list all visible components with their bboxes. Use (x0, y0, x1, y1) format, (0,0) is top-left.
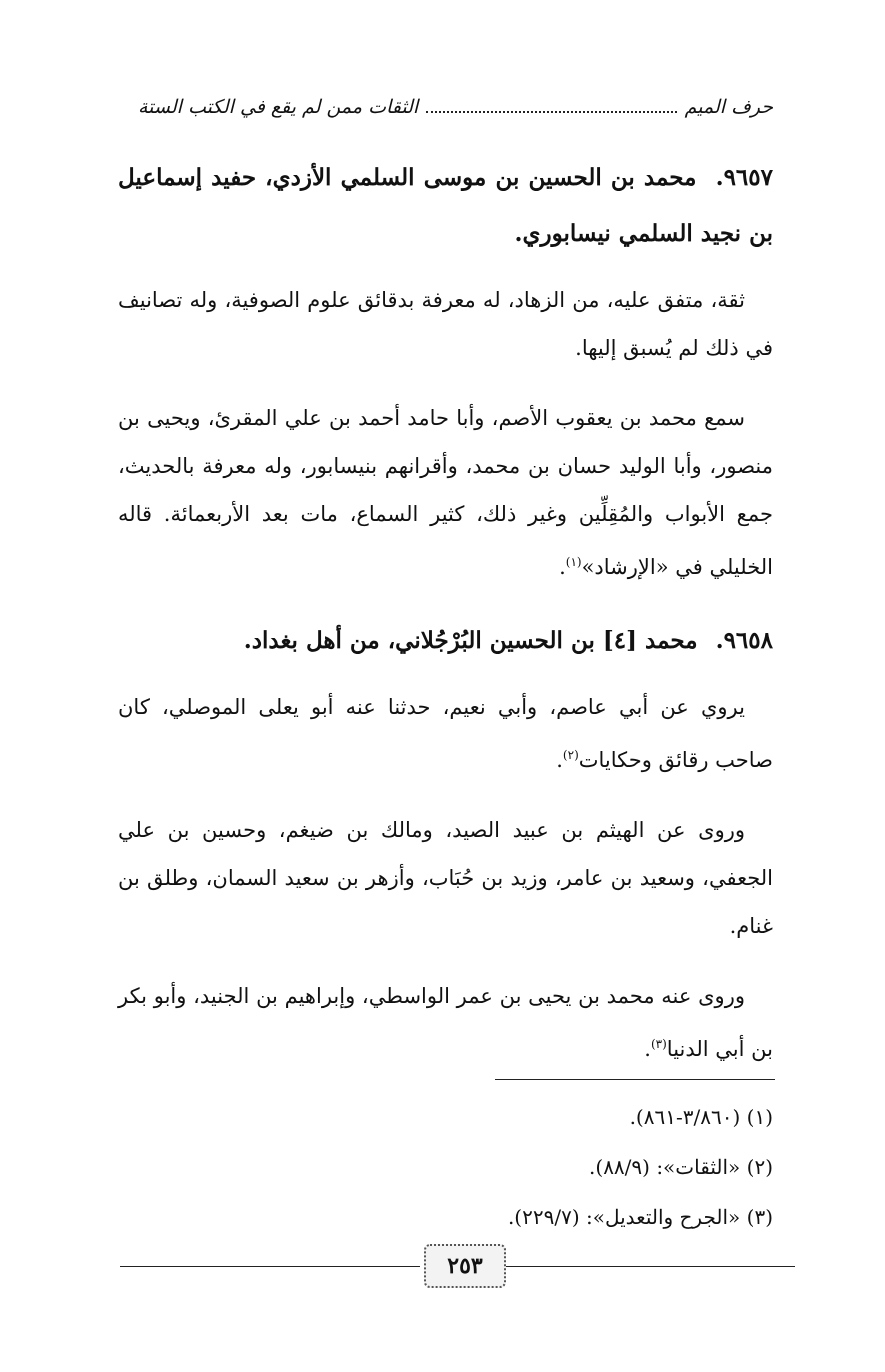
footnote-item (118, 1142, 773, 1192)
header-book-title: الثقات ممن لم يقع في الكتب الستة (138, 96, 419, 118)
paragraph: وروى عنه محمد بن يحيى بن عمر الواسطي، وإبراهيم بن الجنيد، وأبو بكر بن أبي الدنيا$^{(٣)}$. (118, 984, 773, 1061)
entry-number: ٩٦٥٧. (715, 164, 773, 191)
page-number: ٢٥٣ (424, 1244, 506, 1288)
footnote-text: «الجرح والتعديل»: (٢٢٩/٧). (507, 1205, 741, 1229)
paragraph (118, 806, 773, 950)
header-dot-leader (426, 99, 676, 113)
entry-heading (118, 613, 773, 669)
footnote-marker[interactable]: (١) (565, 555, 582, 569)
footnote-item (118, 1192, 773, 1242)
header-chapter: حرف الميم (684, 96, 773, 118)
footer-rule-right (505, 1266, 795, 1267)
footer-rule-left (120, 1266, 420, 1267)
footnote-marker[interactable]: (٢) (562, 748, 579, 762)
entry-heading (118, 150, 773, 262)
paragraph (118, 276, 773, 372)
entry-number: ٩٦٥٨. (715, 627, 773, 654)
footnote-label: (١) (746, 1105, 773, 1129)
footnote-item (118, 1092, 773, 1142)
paragraph-text: وروى عنه محمد بن يحيى بن عمر الواسطي، وإبراهيم بن الجنيد، وأبو بكر بن أبي الدنيا (118, 984, 773, 1061)
page-body (118, 150, 773, 1095)
entry-title: محمد [٤] بن الحسين البُرْجُلاني، من أهل بغداد. (243, 627, 698, 654)
entry-title: محمد بن الحسين بن موسى السلمي الأزدي، حفيد إسماعيل بن نجيد السلمي نيسابوري. (118, 164, 773, 247)
footnote-text: «الثقات»: (٨٨/٩). (589, 1155, 741, 1179)
footnote-text: (٣/٨٦٠-٨٦١). (629, 1105, 741, 1129)
paragraph-text: ثقة، متفق عليه، من الزهاد، له معرفة بدقائق علوم الصوفية، وله تصانيف في ذلك لم يُسبق إليها. (118, 288, 773, 360)
footnote-label: (٢) (746, 1155, 773, 1179)
footnote-separator (495, 1079, 775, 1080)
paragraph-text: يروي عن أبي عاصم، وأبي نعيم، حدثنا عنه أبو يعلى الموصلي، كان صاحب رقائق وحكايات (118, 695, 773, 772)
footnotes (118, 1092, 773, 1242)
running-header (138, 96, 773, 118)
paragraph-text: وروى عن الهيثم بن عبيد الصيد، ومالك بن ضيغم، وحسين بن علي الجعفي، وسعيد بن عامر، وزيد بن حُبَاب، وأزهر بن سعيد السمان، وطلق بن غنام. (118, 818, 773, 938)
paragraph-text: سمع محمد بن يعقوب الأصم، وأبا حامد أحمد بن علي المقرئ، ويحيى بن منصور، وأبا الوليد حسان بن محمد، وأقرانهم بنيسابور، وله معرفة بالحديث، جمع الأبواب والمُقِلِّين وغير ذلك، كثير السماع، مات بعد الأربعمائة. قاله الخليلي في «الإرشاد» (118, 406, 773, 579)
paragraph: يروي عن أبي عاصم، وأبي نعيم، حدثنا عنه أبو يعلى الموصلي، كان صاحب رقائق وحكايات$^{(٢)}$. (118, 695, 773, 772)
footnote-marker[interactable]: (٣) (650, 1037, 667, 1051)
paragraph: سمع محمد بن يعقوب الأصم، وأبا حامد أحمد بن علي المقرئ، ويحيى بن منصور، وأبا الوليد حسان بن محمد، وأقرانهم بنيسابور، وله معرفة بالحديث، جمع الأبواب والمُقِلِّين وغير ذلك، كثير السماع، مات بعد الأربعمائة. قاله الخليلي في «الإرشاد»$^{(١)}$. (118, 406, 773, 579)
footnote-label: (٣) (746, 1205, 773, 1229)
